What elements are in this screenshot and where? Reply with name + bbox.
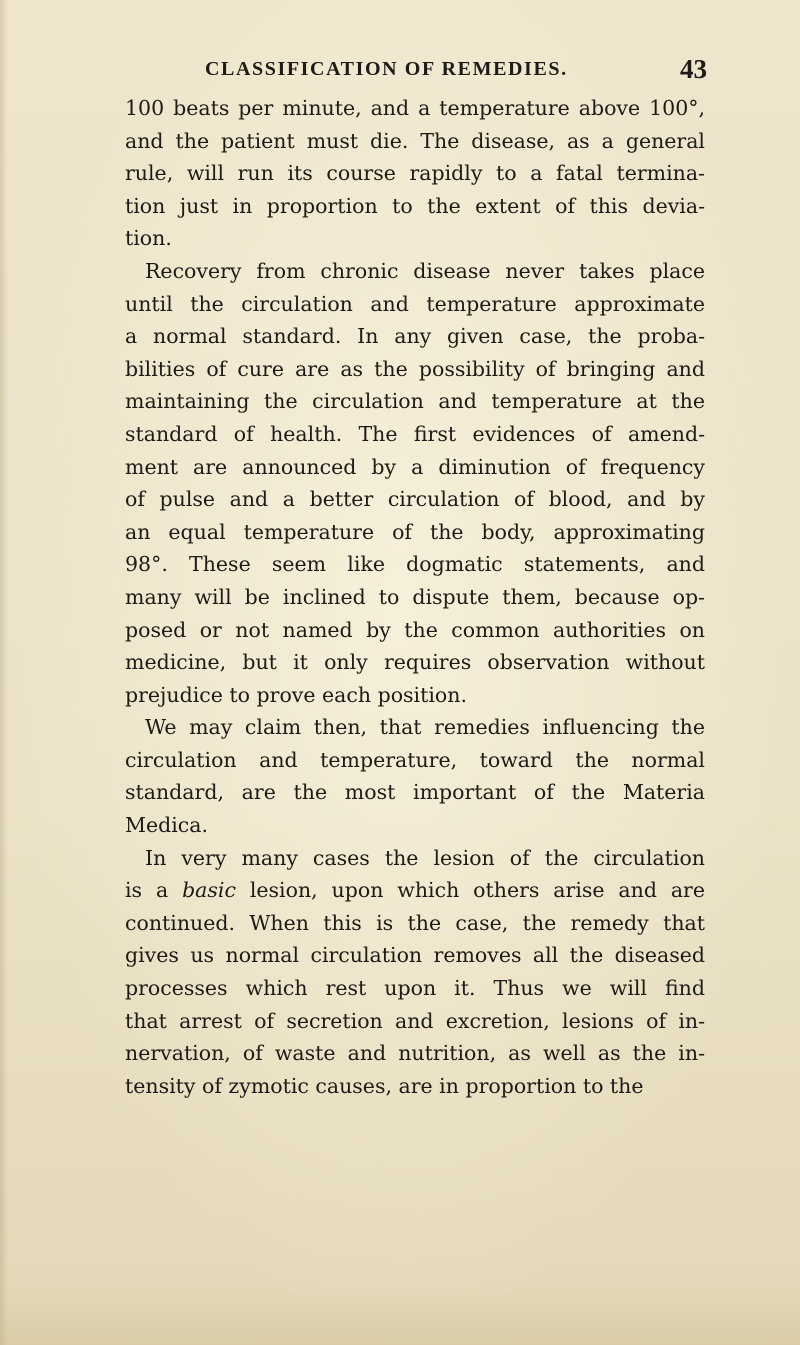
running-head	[0, 54, 800, 88]
text-line: In very many cases the lesion of the circulation	[145, 845, 705, 870]
text-line: Medica.	[125, 813, 209, 838]
text-line: tensity of zymotic causes, are in proportion to the	[125, 1073, 644, 1098]
page-number: 43	[680, 54, 707, 84]
text-line: processes which rest upon it. Thus we will find	[125, 976, 705, 1001]
text-line: ment are announced by a diminution of frequency	[125, 454, 705, 479]
text-line: circulation and temperature, toward the normal	[125, 747, 705, 772]
text-line: maintaining the circulation and temperature at the	[125, 389, 705, 414]
body-text	[125, 92, 705, 1102]
text-line: tion.	[125, 226, 172, 251]
text-line: of pulse and a better circulation of blood, and by	[125, 487, 705, 512]
text-line: prejudice to prove each position.	[125, 682, 467, 707]
text-line: many will be inclined to dispute them, because op-	[125, 584, 705, 609]
text-line: bilities of cure are as the possibility of bringing and	[125, 356, 705, 381]
text-line: continued. When this is the case, the remedy that	[125, 910, 705, 935]
text-line: an equal temperature of the body, approximating	[125, 519, 705, 544]
emphasized-word: basic	[182, 878, 236, 903]
page-bottom-shading	[0, 1285, 800, 1345]
text-line: gives us normal circulation removes all the diseased	[125, 943, 705, 968]
text-line: We may claim then, that remedies influencing the	[145, 715, 705, 740]
page-gutter-shadow	[0, 0, 8, 1345]
text-line	[125, 874, 705, 907]
text-line: Recovery from chronic disease never takes place	[145, 258, 705, 283]
text-line: 100 beats per minute, and a temperature above 100°,	[125, 96, 705, 120]
text-line: until the circulation and temperature approximate	[125, 291, 705, 316]
text-fragment: lesion, upon which others arise and are	[235, 878, 705, 903]
text-line: posed or not named by the common authorities on	[125, 617, 705, 642]
text-line: tion just in proportion to the extent of this devia-	[125, 193, 705, 218]
text-line: 98°. These seem like dogmatic statements, and	[125, 552, 705, 577]
text-line: that arrest of secretion and excretion, lesions of in-	[125, 1008, 705, 1033]
text-fragment: is a	[125, 878, 183, 903]
text-line: standard of health. The first evidences of amend-	[125, 421, 705, 446]
text-line: a normal standard. In any given case, the proba-	[125, 324, 705, 349]
running-title: CLASSIFICATION OF REMEDIES.	[205, 58, 568, 80]
text-line: rule, will run its course rapidly to a fatal termina-	[125, 161, 705, 186]
text-line: nervation, of waste and nutrition, as well as the in-	[125, 1041, 705, 1066]
text-line: standard, are the most important of the Materia	[125, 780, 705, 805]
text-line: and the patient must die. The disease, as a general	[125, 128, 705, 153]
text-line: medicine, but it only requires observation without	[125, 650, 705, 675]
